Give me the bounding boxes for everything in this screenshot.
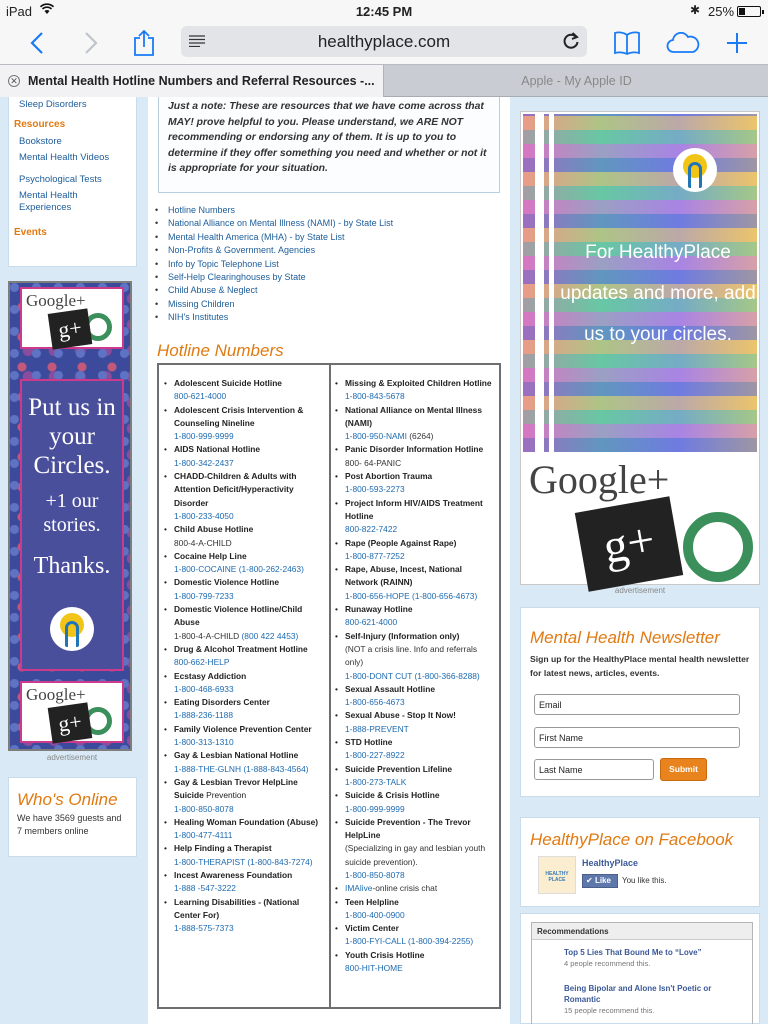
recommendation-title[interactable]: Being Bipolar and Alone Isn't Poetic or Romantic: [564, 984, 712, 1004]
hotline-name: • Missing & Exploited Children Hotline: [345, 378, 492, 388]
new-tab-button[interactable]: [720, 26, 754, 60]
hotline-number[interactable]: 1-800-FYI-CALL (1-800-394-2255): [345, 936, 474, 947]
hotline-name: • STD Hotline: [345, 737, 393, 748]
hotline-name: • National Alliance on Mental Illness (NAMI): [345, 404, 482, 428]
google-plus-text: Google+: [26, 291, 86, 310]
hotline-name: • AIDS National Hotline: [174, 444, 261, 455]
recommendation-title[interactable]: Top 5 Lies That Bound Me to “Love”: [564, 948, 702, 957]
healthyplace-logo-icon: [673, 148, 717, 192]
toc-link[interactable]: • Non-Profits & Government. Agencies: [156, 245, 315, 255]
close-tab-icon[interactable]: ✕: [8, 75, 20, 87]
bookmarks-button[interactable]: [610, 26, 644, 60]
hotline-entry: [333, 736, 497, 763]
hotline-number[interactable]: 800-4-A-CHILD: [174, 537, 232, 548]
web-page: [0, 97, 768, 1024]
hotline-entry: [333, 470, 497, 497]
status-bar: [0, 0, 768, 22]
hotline-number[interactable]: 1-800-4-A-CHILD (800 422 4453): [174, 630, 299, 641]
hotline-number[interactable]: 1-800-877-7252: [345, 550, 405, 561]
address-bar[interactable]: [181, 26, 587, 57]
hotline-entry: [162, 723, 322, 750]
whos-online-text: We have 3569 guests and 7 members online: [17, 813, 122, 836]
newsletter-description: Sign up for the HealthyPlace mental health newsletter for latest news, articles, events.: [530, 654, 750, 678]
google-plus-logo: [523, 452, 757, 580]
like-button[interactable]: ✔ Like: [582, 874, 618, 888]
hotline-entry: [333, 763, 497, 790]
hotline-number[interactable]: 1-800-477-4111: [174, 830, 233, 841]
google-plus-ad-right[interactable]: [520, 111, 760, 585]
hotline-name: • Rape, Abuse, Incest, National Network (RAINN): [345, 564, 462, 588]
hotline-entry: [333, 816, 497, 882]
hotline-number[interactable]: 1-800-400-0900: [345, 909, 405, 920]
whos-online-panel: [8, 777, 137, 857]
hotline-entry: [162, 443, 322, 470]
hotline-name: • Help Finding a Therapist: [174, 843, 272, 854]
facebook-heading: HealthyPlace on Facebook: [530, 830, 734, 849]
hotline-entry: [333, 922, 497, 949]
hotline-number[interactable]: 1-800-468-6933: [174, 683, 234, 694]
healthyplace-logo-icon: [50, 607, 94, 651]
tab-hotline-numbers[interactable]: [0, 65, 384, 97]
first-name-field[interactable]: [534, 727, 740, 748]
nav-sleep-disorders[interactable]: Sleep Disorders: [19, 99, 87, 110]
hotline-name: • Family Violence Prevention Center: [174, 723, 312, 734]
nav-heading-resources[interactable]: Resources: [14, 119, 66, 130]
hotline-number[interactable]: 1-800-656-4673: [345, 697, 405, 708]
column-divider: [329, 365, 331, 1007]
hotline-entry: [333, 497, 497, 537]
hotline-note: (Specializing in gay and lesbian youth suicide prevention).: [345, 843, 486, 867]
toc-link[interactable]: • Info by Topic Telephone List: [156, 259, 279, 269]
disclaimer-text: Just a note: These are resources that we have come across that MAY! prove helpful to you. Please understand, we ARE NOT recommending or endorsing any of them. It is up to you to determine if they offer something you need and whether or not it is appropriate for your situation.: [168, 101, 487, 174]
url-text: healthyplace.com: [317, 32, 451, 51]
hotline-name: • Eating Disorders Center: [174, 697, 270, 708]
recommendations-widget: [531, 922, 753, 1024]
hotline-name: • Healing Woman Foundation (Abuse): [174, 816, 319, 827]
hotline-name: • Project Inform HIV/AIDS Treatment Hotline: [345, 497, 483, 521]
hotline-name: • Youth Crisis Hotline: [345, 949, 425, 960]
hotline-number[interactable]: 1-800-DONT CUT (1-800-366-8288): [345, 670, 480, 681]
ad-line-2: +1 our stories.: [43, 490, 101, 536]
facebook-panel: [520, 817, 760, 907]
hotline-note: (NOT a crisis line. Info and referrals only): [345, 643, 478, 668]
hotline-number[interactable]: 1-800-313-1310: [174, 737, 234, 748]
hotline-entry: [333, 537, 497, 564]
share-icon: [133, 29, 155, 57]
ring-icon: [683, 512, 753, 582]
nav-bookstore[interactable]: Bookstore: [19, 136, 62, 147]
hotline-name: • Adolescent Crisis Intervention & Counseling Nineline: [174, 404, 304, 428]
hotline-number[interactable]: 1-800-799-7233: [174, 590, 234, 601]
device-name: iPad: [6, 4, 33, 19]
bluetooth-icon: ✱: [690, 3, 701, 17]
hotline-entry: [333, 377, 497, 404]
hotline-name: • Cocaine Help Line: [174, 550, 247, 561]
hotline-number[interactable]: 800-621-4000: [174, 391, 227, 402]
hotline-column-right: [333, 377, 497, 975]
hotline-entry: [162, 550, 322, 577]
hotline-name: • Ecstasy Addiction: [174, 670, 247, 681]
toc-link[interactable]: • Child Abuse & Neglect: [156, 285, 258, 295]
hotline-entry: [333, 563, 497, 603]
toc-link[interactable]: • Self-Help Clearinghouses by State: [156, 272, 306, 282]
google-plus-logo-bottom: [20, 681, 124, 743]
hotline-number[interactable]: 1-800-273-TALK: [345, 776, 407, 787]
hotline-entry: [162, 523, 322, 550]
hotline-number[interactable]: 1-800-850-8078: [345, 869, 405, 880]
hotline-name: • Suicide & Crisis Hotline: [345, 790, 440, 801]
google-plus-text: Google+: [26, 685, 86, 704]
nav-mental-health-videos[interactable]: Mental Health Videos: [19, 152, 110, 163]
main-content: [148, 97, 510, 1024]
book-icon: [613, 31, 641, 55]
toc-link[interactable]: • NIH's Institutes: [156, 312, 228, 322]
ad-line-3: Thanks.: [33, 553, 111, 579]
reload-icon[interactable]: [561, 31, 581, 51]
hotline-entry: [162, 816, 322, 843]
hotline-name: • Learning Disabilities - (National Center For): [174, 896, 300, 920]
forward-button[interactable]: [74, 26, 108, 60]
recommendation-count: 15 people recommend this.: [564, 1006, 655, 1015]
hotline-table: [157, 363, 501, 1009]
hotline-number[interactable]: 1-800-843-5678: [345, 391, 405, 402]
share-button[interactable]: [127, 26, 161, 60]
hotline-name: • Post Abortion Trauma: [345, 471, 433, 482]
hotline-number[interactable]: 1-800-342-2437: [174, 457, 234, 468]
battery-percent: 25%: [708, 4, 735, 19]
recommendation-item[interactable]: [564, 983, 744, 1016]
hotline-number[interactable]: 1-888-PREVENT: [345, 723, 409, 734]
hotline-number[interactable]: 1-888-236-1188: [174, 710, 233, 721]
hotline-entry: [333, 404, 497, 444]
hotline-number[interactable]: 1-800-COCAINE (1-800-262-2463): [174, 564, 304, 575]
hotline-entry: [333, 630, 497, 683]
tab-title: Mental Health Hotline Numbers and Referral Resources -...: [28, 74, 375, 88]
google-plus-logo: [20, 287, 124, 349]
browser-toolbar: [0, 22, 768, 64]
disclaimer-note: [158, 97, 500, 193]
hotline-number[interactable]: 1-800-233-4050: [174, 510, 234, 521]
recommendations-heading: Recommendations: [532, 923, 752, 940]
hotline-number[interactable]: 1-800-999-9999: [174, 431, 234, 442]
hotline-entry: [162, 576, 322, 603]
hotline-entry: [162, 842, 322, 869]
hotline-entry: [333, 896, 497, 923]
newsletter-heading: Mental Health Newsletter: [530, 628, 720, 647]
facebook-page-link[interactable]: HealthyPlace: [582, 858, 639, 868]
hotline-entry: [333, 443, 497, 470]
email-field[interactable]: [534, 694, 740, 715]
hotline-entry: [333, 603, 497, 630]
hotline-entry: [162, 643, 322, 670]
plus-icon: [726, 32, 748, 54]
tab-title: Apple - My Apple ID: [521, 74, 632, 88]
left-sidebar-nav: [8, 97, 137, 267]
nav-heading-events[interactable]: Events: [14, 227, 47, 238]
hotline-number[interactable]: 1-800-850-8078: [174, 803, 234, 814]
hotline-number[interactable]: 800- 64-PANIC: [345, 457, 402, 468]
toc-link[interactable]: • Missing Children: [156, 299, 235, 309]
hotline-name: • Runaway Hotline: [345, 604, 413, 615]
recommendation-count: 4 people recommend this.: [564, 959, 651, 968]
like-status: You like this.: [622, 876, 667, 885]
hotline-name: • Sexual Assault Hotline: [345, 683, 435, 694]
hotline-entry: [162, 470, 322, 523]
hotline-number[interactable]: • IMAlive-online crisis chat: [345, 883, 438, 894]
last-name-field[interactable]: [534, 759, 654, 780]
hotline-name: • Domestic Violence Hotline/Child Abuse: [174, 604, 303, 628]
nav-mental-health-experiences[interactable]: Mental Health Experiences: [19, 190, 78, 213]
hotline-entry: [333, 789, 497, 816]
hotline-number[interactable]: 800-662-HELP: [174, 657, 230, 668]
toc-link[interactable]: • National Alliance on Mental Illness (NAMI) - by State List: [156, 218, 393, 228]
chevron-right-icon: [84, 31, 98, 55]
hotline-number[interactable]: 800-HIT-HOME: [345, 963, 403, 974]
gplus-block: g+: [575, 496, 683, 591]
hotline-entry: [162, 896, 322, 936]
ad-line-1: Put us in your Circles.: [28, 394, 116, 479]
healthyplace-thumbnail[interactable]: HEALTHY PLACE: [538, 856, 576, 894]
hotline-name: • Teen Helpline: [345, 896, 399, 907]
recommendations-panel: [520, 913, 760, 1024]
hotline-entry: [162, 670, 322, 697]
tab-apple-id[interactable]: [385, 65, 768, 97]
ad-text: For HealthyPlace updates and more, add us to your circles.: [560, 242, 756, 345]
nav-psychological-tests[interactable]: Psychological Tests: [19, 174, 102, 185]
hotline-number[interactable]: 1-800-THERAPIST (1-800-843-7274): [174, 856, 313, 867]
google-plus-text: Google+: [529, 457, 670, 502]
hotline-entry: [333, 683, 497, 710]
hotline-number[interactable]: 1-800-999-9999: [345, 803, 405, 814]
hotline-entry: [162, 696, 322, 723]
toc-link[interactable]: • Hotline Numbers: [156, 205, 235, 215]
hotline-name: • Domestic Violence Hotline: [174, 577, 280, 588]
newsletter-signup: [520, 607, 760, 797]
back-button[interactable]: [20, 26, 54, 60]
hotline-name: • Victim Center: [345, 923, 399, 934]
hotline-entry: [333, 882, 497, 895]
hotline-entry: [162, 869, 322, 896]
hotline-number[interactable]: 800-822-7422: [345, 524, 398, 535]
cloud-icon: [666, 32, 700, 54]
chevron-left-icon: [30, 31, 44, 55]
ad-message: [20, 379, 124, 671]
check-icon: ✔: [586, 876, 593, 885]
hotline-name: • Child Abuse Hotline: [174, 524, 254, 535]
hotline-name: • Drug & Alcohol Treatment Hotline: [174, 643, 308, 654]
hotline-number[interactable]: 1-800-593-2273: [345, 484, 405, 495]
google-plus-ad-left[interactable]: [8, 281, 132, 751]
hotline-name: • Self-Injury (Information only): [345, 630, 460, 641]
icloud-tabs-button[interactable]: [666, 26, 700, 60]
hotline-number[interactable]: 1-888 -547-3222: [174, 883, 236, 894]
hotline-name: • Incest Awareness Foundation: [174, 869, 293, 880]
hotline-entry: [333, 949, 497, 976]
hotline-number[interactable]: 1-800-656-HOPE (1-800-656-4673): [345, 590, 478, 601]
battery-icon: [737, 6, 761, 17]
toc-link[interactable]: • Mental Health America (MHA) - by State List: [156, 232, 345, 242]
advertisement-label: advertisement: [46, 753, 98, 762]
clock: 12:45 PM: [355, 4, 413, 19]
hotline-name: • Sexual Abuse - Stop It Now!: [345, 710, 456, 721]
hotline-name: • Suicide Prevention Lifeline: [345, 763, 453, 774]
submit-button[interactable]: Submit: [660, 758, 707, 781]
tab-bar: [0, 64, 768, 97]
hotline-number[interactable]: 1-800-227-8922: [345, 750, 405, 761]
hotline-name: • Rape (People Against Rape): [345, 537, 457, 548]
hotline-name: • Suicide Prevention - The Trevor HelpLine: [345, 816, 471, 841]
recommendation-item[interactable]: [564, 947, 744, 969]
hotline-number[interactable]: 1-800-950-NAMI (6264): [345, 431, 434, 442]
advertisement-label: advertisement: [614, 586, 666, 595]
hotline-entry: [162, 603, 322, 643]
gplus-block: g+: [48, 308, 93, 349]
hotline-name: • Gay & Lesbian National Hotline: [174, 750, 299, 761]
gplus-block: g+: [48, 702, 93, 743]
hotline-entry: [162, 377, 322, 404]
hotline-name: • Panic Disorder Information Hotline: [345, 444, 484, 455]
hotline-entry: [162, 404, 322, 444]
ad-mosaic: [523, 114, 757, 452]
hotline-name: • Gay & Lesbian Trevor HelpLine Suicide Prevention: [174, 776, 298, 801]
whos-online-heading: Who's Online: [17, 790, 118, 809]
hotline-column-left: [162, 377, 322, 935]
hotline-number[interactable]: 1-888-THE-GLNH (1-888-843-4564): [174, 763, 309, 774]
hotline-name: • Adolescent Suicide Hotline: [174, 378, 282, 388]
hotline-number[interactable]: 800-621-4000: [345, 617, 398, 628]
hotline-numbers-heading: Hotline Numbers: [157, 341, 284, 360]
hotline-name: • CHADD-Children & Adults with Attention Deficit/Hyperactivity Disorder: [174, 471, 297, 508]
hotline-number[interactable]: 1-888-575-7373: [174, 923, 234, 934]
hotline-entry: [333, 709, 497, 736]
hotline-entry: [162, 776, 322, 816]
hotline-entry: [162, 749, 322, 776]
